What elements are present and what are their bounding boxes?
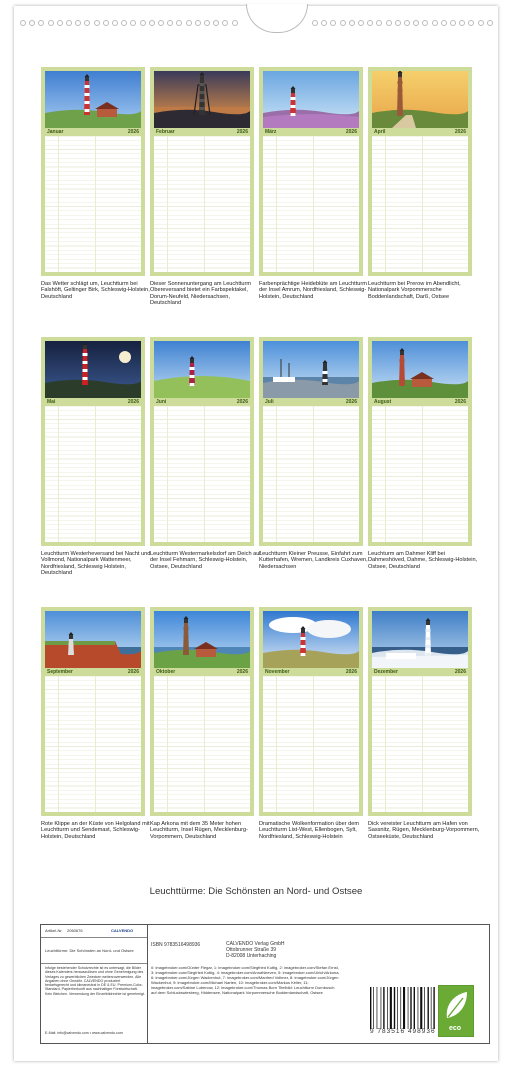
binding-hole: [167, 20, 173, 26]
month-name: Januar: [47, 129, 64, 135]
photo-frame: [45, 611, 141, 668]
month-year: 2026: [345, 399, 357, 405]
short-title: Leuchttürme: Die Schönsten an Nord- und Ostsee: [45, 948, 134, 953]
day-grid: [263, 406, 359, 542]
photo-caption: Dieser Sonnenuntergang am Leuchtturm Obereversand bietet ein Farbspektakel, Dorum-Neufeld, Niedersachsen, Deutschland: [150, 281, 252, 307]
month-name: Februar: [156, 129, 175, 135]
month-name: Juli: [265, 399, 274, 405]
month-name: September: [47, 669, 73, 675]
calendar-page: [14, 6, 498, 1061]
photo-caption: Rote Klippe an der Küste von Helgoland mit Leuchtturm und Sendemast, Schleswig-Holstein, Deutschland: [41, 821, 150, 840]
leaf-icon: [439, 986, 473, 1026]
month-header: [45, 128, 141, 136]
lighthouse-photo: [372, 341, 468, 398]
binding-hole: [413, 20, 419, 26]
binding-hole: [222, 20, 228, 26]
binding-hole: [149, 20, 155, 26]
binding-holes: [14, 20, 498, 30]
month-name: Oktober: [156, 669, 176, 675]
photo-frame: [263, 341, 359, 398]
day-grid: [154, 406, 250, 542]
photo-caption: Kap Arkona mit dem 35 Meter hohen Leuchtturm, Insel Rügen, Mecklenburg-Vorpommern, Deutschland: [150, 821, 248, 840]
day-grid: [154, 676, 250, 812]
binding-hole: [140, 20, 146, 26]
month-header: [45, 398, 141, 406]
month-card: [41, 337, 145, 546]
month-card: [150, 67, 254, 276]
binding-hole: [176, 20, 182, 26]
binding-hole: [232, 20, 238, 26]
binding-hole: [349, 20, 355, 26]
month-header: [372, 128, 468, 136]
binding-hole: [478, 20, 484, 26]
month-name: April: [374, 129, 386, 135]
binding-hole: [321, 20, 327, 26]
month-year: 2026: [454, 399, 466, 405]
photo-frame: [372, 71, 468, 128]
binding-hole: [186, 20, 192, 26]
isbn: ISBN 9783516498936: [151, 942, 201, 948]
month-card: [259, 67, 363, 276]
photo-caption: Leuchtturm Westerheversand bei Nacht und Vollmond, Nationalpark Wattenmeer, Nordfriesland, Schleswig Holstein, Deutschland: [41, 551, 151, 577]
calendar-title: Leuchttürme: Die Schönsten an Nord- und Ostsee: [149, 886, 363, 897]
footer-info: [40, 924, 490, 1044]
divider: [41, 937, 147, 938]
month-header: [154, 668, 250, 676]
month-card: [368, 607, 472, 816]
month-year: 2026: [454, 129, 466, 135]
binding-hole: [367, 20, 373, 26]
binding-hole: [75, 20, 81, 26]
photo-frame: [263, 71, 359, 128]
binding-hole: [29, 20, 35, 26]
photo-frame: [263, 611, 359, 668]
month-name: Mai: [47, 399, 56, 405]
photo-caption: Leuchtturm Kleiner Preusse, Einfahrt zum Kutterhafen, Wremen, Landkreis Cuxhaven, Niedersachsen: [259, 551, 368, 570]
photo-frame: [45, 341, 141, 398]
publisher-line-3: D-82008 Unterhaching: [226, 953, 277, 959]
month-card: [259, 337, 363, 546]
lighthouse-photo: [45, 341, 141, 398]
photo-caption: Leuchtturm bei Prerow im Abendlicht, Nationalpark Vorpommersche Boddenlandschaft, Darß, Ostsee: [368, 281, 461, 300]
brand-logo: CALVENDO: [111, 928, 134, 933]
article-number: 2060676: [67, 928, 83, 933]
binding-hole: [204, 20, 210, 26]
month-card: [259, 607, 363, 816]
binding-hole: [404, 20, 410, 26]
month-card: [41, 607, 145, 816]
photo-caption: Leuchturm am Dahmer Kliff bei Dahmeshöved, Dahme, Schleswig-Holstein, Ostsee, Deutschland: [368, 551, 478, 570]
lighthouse-photo: [154, 71, 250, 128]
month-card: [368, 337, 472, 546]
day-grid: [45, 676, 141, 812]
binding-hole: [130, 20, 136, 26]
month-year: 2026: [345, 669, 357, 675]
month-card: [150, 337, 254, 546]
month-year: 2026: [454, 669, 466, 675]
divider: [41, 963, 147, 964]
binding-hole: [48, 20, 54, 26]
month-year: 2026: [127, 129, 139, 135]
binding-hole: [395, 20, 401, 26]
lighthouse-photo: [372, 611, 468, 668]
binding-hole: [330, 20, 336, 26]
lighthouse-photo: [45, 611, 141, 668]
binding-hole: [441, 20, 447, 26]
legal-text: Infolge bestehender Schutzrechte ist es untersagt, die Bilder dieses Kalenders herauszulösen und ohne Genehmigung des Verlages zu gewerblichen Zwecken weiterzuverwenden. Alle Angaben ohne Gewähr. CALVENDO produziert bedarfsgerecht und klimaneutral in DE & EU. Premium-Color-Standard, Papierherkunft aus nachhaltiger Forstwirtschaft. Kein Bleichen. Verwendung der Einzelbildrechte ist genehmigt.: [45, 966, 145, 996]
month-card: [41, 67, 145, 276]
photo-frame: [372, 611, 468, 668]
month-year: 2026: [236, 669, 248, 675]
month-name: Dezember: [374, 669, 398, 675]
month-card: [150, 607, 254, 816]
footer-left: [41, 925, 148, 1043]
photo-caption: Dick vereister Leuchtturm am Hafen von Sassnitz, Rügen, Mecklenburg-Vorpommern, Ostseeküste, Deutschland: [368, 821, 480, 840]
binding-hole: [57, 20, 63, 26]
eco-label: eco: [449, 1025, 462, 1032]
binding-hole: [450, 20, 456, 26]
day-grid: [372, 676, 468, 812]
day-grid: [45, 136, 141, 272]
barcode: [368, 987, 440, 1029]
binding-hole: [376, 20, 382, 26]
lighthouse-photo: [263, 71, 359, 128]
lighthouse-photo: [154, 611, 250, 668]
binding-hole: [38, 20, 44, 26]
binding-hole: [66, 20, 72, 26]
photo-frame: [154, 341, 250, 398]
binding-hole: [386, 20, 392, 26]
month-header: [372, 668, 468, 676]
binding-hole: [422, 20, 428, 26]
binding-hole: [312, 20, 318, 26]
lighthouse-photo: [263, 341, 359, 398]
publisher-line-1: CALVENDO Verlag GmbH: [226, 941, 285, 947]
photo-frame: [372, 341, 468, 398]
month-name: März: [265, 129, 277, 135]
photo-caption: Dramatische Wolkenformation über dem Leuchtturm List-West, Ellenbogen, Sylt, Nordfriesland, Schleswig-Holstein: [259, 821, 360, 840]
month-header: [263, 398, 359, 406]
binding-hole: [112, 20, 118, 26]
binding-hole: [340, 20, 346, 26]
barcode-digits: 9 783516 498936: [370, 1028, 436, 1035]
month-header: [263, 668, 359, 676]
day-grid: [263, 676, 359, 812]
photo-caption: Farbenprächtige Heideblüte am Leuchtturm der Insel Amrum, Nordfriesland, Schleswig-Holstein, Deutschland: [259, 281, 367, 300]
binding-hole: [158, 20, 164, 26]
month-year: 2026: [127, 669, 139, 675]
photo-frame: [45, 71, 141, 128]
publisher-line-2: Ottobrunner Straße 39: [226, 947, 277, 953]
photo-frame: [154, 71, 250, 128]
month-header: [372, 398, 468, 406]
photo-caption: Das Wetter schlägt um, Leuchtturm bei Falshöft, Geltinger Birk, Schleswig-Holstein, Deutschland: [41, 281, 150, 300]
lighthouse-photo: [154, 341, 250, 398]
binding-hole: [84, 20, 90, 26]
month-year: 2026: [236, 129, 248, 135]
binding-hole: [468, 20, 474, 26]
binding-hole: [20, 20, 26, 26]
month-header: [263, 128, 359, 136]
month-year: 2026: [127, 399, 139, 405]
day-grid: [372, 136, 468, 272]
month-header: [154, 398, 250, 406]
lighthouse-photo: [45, 71, 141, 128]
binding-hole: [487, 20, 493, 26]
binding-hole: [195, 20, 201, 26]
footer-right: [148, 925, 489, 1043]
binding-hole: [432, 20, 438, 26]
lighthouse-photo: [372, 71, 468, 128]
lighthouse-photo: [263, 611, 359, 668]
binding-hole: [459, 20, 465, 26]
day-grid: [45, 406, 141, 542]
month-card: [368, 67, 472, 276]
month-name: August: [374, 399, 392, 405]
binding-hole: [121, 20, 127, 26]
day-grid: [263, 136, 359, 272]
month-name: Juni: [156, 399, 167, 405]
day-grid: [154, 136, 250, 272]
photo-caption: Leuchtturm Westermarkelsdorf am Deich auf der Insel Fehmarn, Schleswig-Holstein, Ostsee, Deutschland: [150, 551, 261, 570]
article-label: Artikel-Nr.: [45, 928, 63, 933]
month-year: 2026: [236, 399, 248, 405]
binding-hole: [94, 20, 100, 26]
binding-hole: [213, 20, 219, 26]
month-header: [45, 668, 141, 676]
month-year: 2026: [345, 129, 357, 135]
photo-frame: [154, 611, 250, 668]
binding-hole: [358, 20, 364, 26]
day-grid: [372, 406, 468, 542]
eco-badge: [438, 985, 474, 1037]
month-header: [154, 128, 250, 136]
month-name: November: [265, 669, 290, 675]
contact-email: E-Mail: info@calvendo.com • www.calvendo.com: [45, 1031, 123, 1035]
photo-credits: 0: imagebroker.com/Günter Flegar, 1: imagebroker.com/Siegfried Kuttig, 2: imagebroker.com/Stefan Ernst, 3: imagebroker.com/Siegfried Kuttig, 4: imagebroker.com/AnnaNeeven, 5: imagebroker.com/Ulrich/Arkona, 6: imagebroker.com/Jürgen Wackenhut, 7: imagebroker.com/Manfred Vollmer, 8: imagebroker.com/Jürgen Wackenhut, 9: imagebroker.com/Michael Narten, 10: imagebroker.com/Markus Keller, 11: imagebroker.com/Sabine Lubenow, 12: imagebroker.com/Thomas Born Titelbild: Leuchtturm Dornbusch auf dem Schluckswiesberg, Hiddensee, Nationalpark Vorpommersche Boddenlandschaft, Ostsee: [151, 965, 340, 995]
binding-hole: [103, 20, 109, 26]
